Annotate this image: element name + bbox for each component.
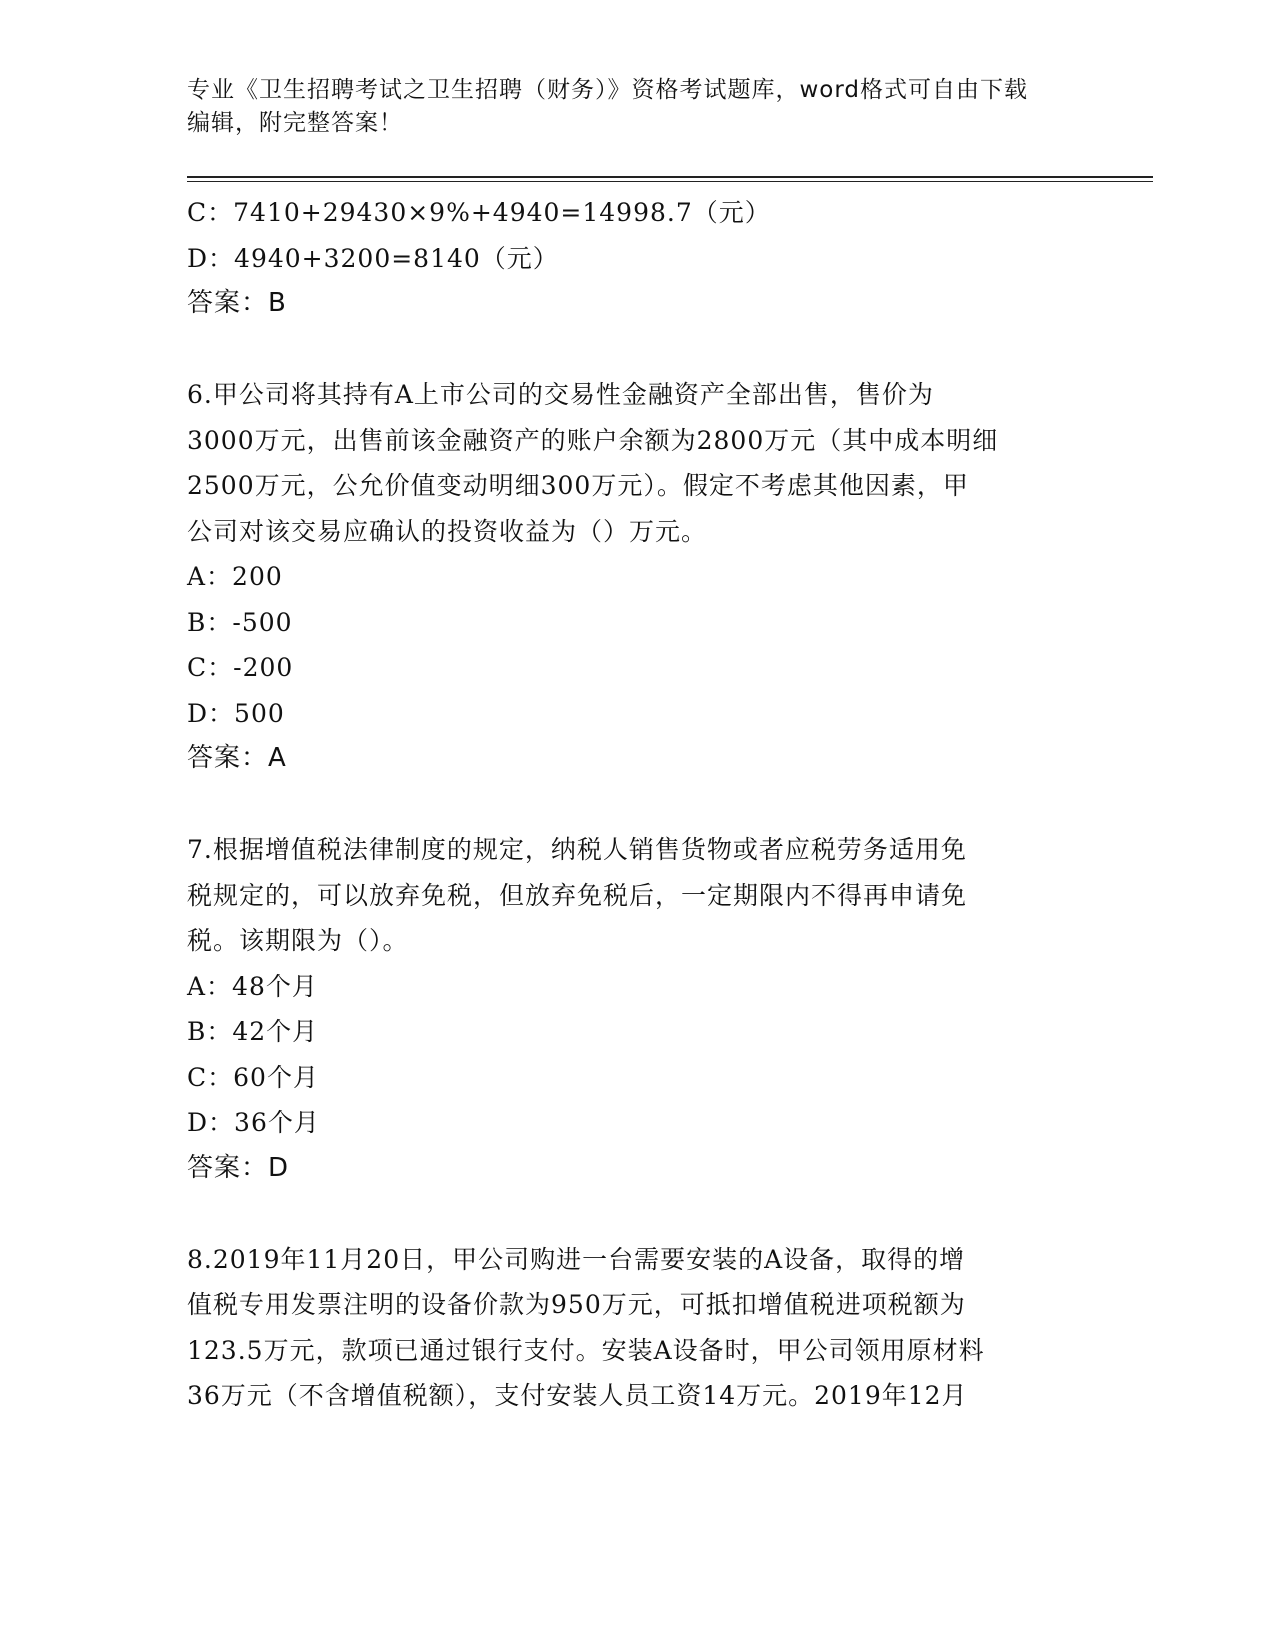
option-d: D：500	[187, 698, 285, 728]
header-rule-thin	[187, 181, 1153, 182]
answer: 答案：D	[187, 1152, 290, 1183]
question-line: 2500万元，公允价值变动明细300万元）。假定不考虑其他因素，甲	[187, 471, 969, 500]
option-c: C：-200	[187, 653, 294, 682]
header-rule-thick	[187, 176, 1153, 178]
header-line-2: 编辑，附完整答案！	[187, 110, 403, 136]
option-c: C：7410+29430×9%+4940=14998.7（元）	[187, 198, 771, 227]
option-b: B：-500	[187, 607, 293, 637]
question-line: 公司对该交易应确认的投资收益为（）万元。	[187, 516, 708, 546]
question-8	[187, 1237, 1087, 1419]
option-d: D：36个月	[187, 1108, 320, 1137]
question-line: 税。该期限为（）。	[187, 926, 409, 955]
option-b: B：42个月	[187, 1017, 319, 1046]
option-c: C：60个月	[187, 1062, 319, 1092]
header-line-1: 专业《卫生招聘考试之卫生招聘（财务）》资格考试题库，word格式可自由下载	[187, 77, 1029, 103]
document-header	[187, 74, 1067, 140]
question-line: 36万元（不含增值税额），支付安装人员工资14万元。2019年12月	[187, 1381, 968, 1410]
option-a: A：48个月	[187, 971, 318, 1001]
question-line: 123.5万元，款项已通过银行支付。安装A设备时，甲公司领用原材料	[187, 1335, 985, 1365]
document-body	[187, 190, 1087, 1419]
question-line: 8.2019年11月20日，甲公司购进一台需要安装的A设备，取得的增	[187, 1244, 966, 1274]
question-line: 7.根据增值税法律制度的规定，纳税人销售货物或者应税劳务适用免	[187, 835, 967, 864]
question-line: 6.甲公司将其持有A上市公司的交易性金融资产全部出售，售价为	[187, 380, 934, 409]
question-line: 税规定的，可以放弃免税，但放弃免税后，一定期限内不得再申请免	[187, 880, 968, 910]
question-7	[187, 827, 1087, 1191]
question-line: 值税专用发票注明的设备价款为950万元，可抵扣增值税进项税额为	[187, 1290, 966, 1319]
spacer	[187, 782, 1087, 828]
answer: 答案：B	[187, 288, 287, 318]
answer: 答案：A	[187, 743, 287, 773]
question-6	[187, 372, 1087, 782]
spacer	[187, 1191, 1087, 1237]
spacer	[187, 327, 1087, 373]
option-a: A：200	[187, 562, 283, 591]
option-d: D：4940+3200=8140（元）	[187, 243, 559, 273]
question-line: 3000万元，出售前该金融资产的账户余额为2800万元（其中成本明细	[187, 425, 999, 455]
